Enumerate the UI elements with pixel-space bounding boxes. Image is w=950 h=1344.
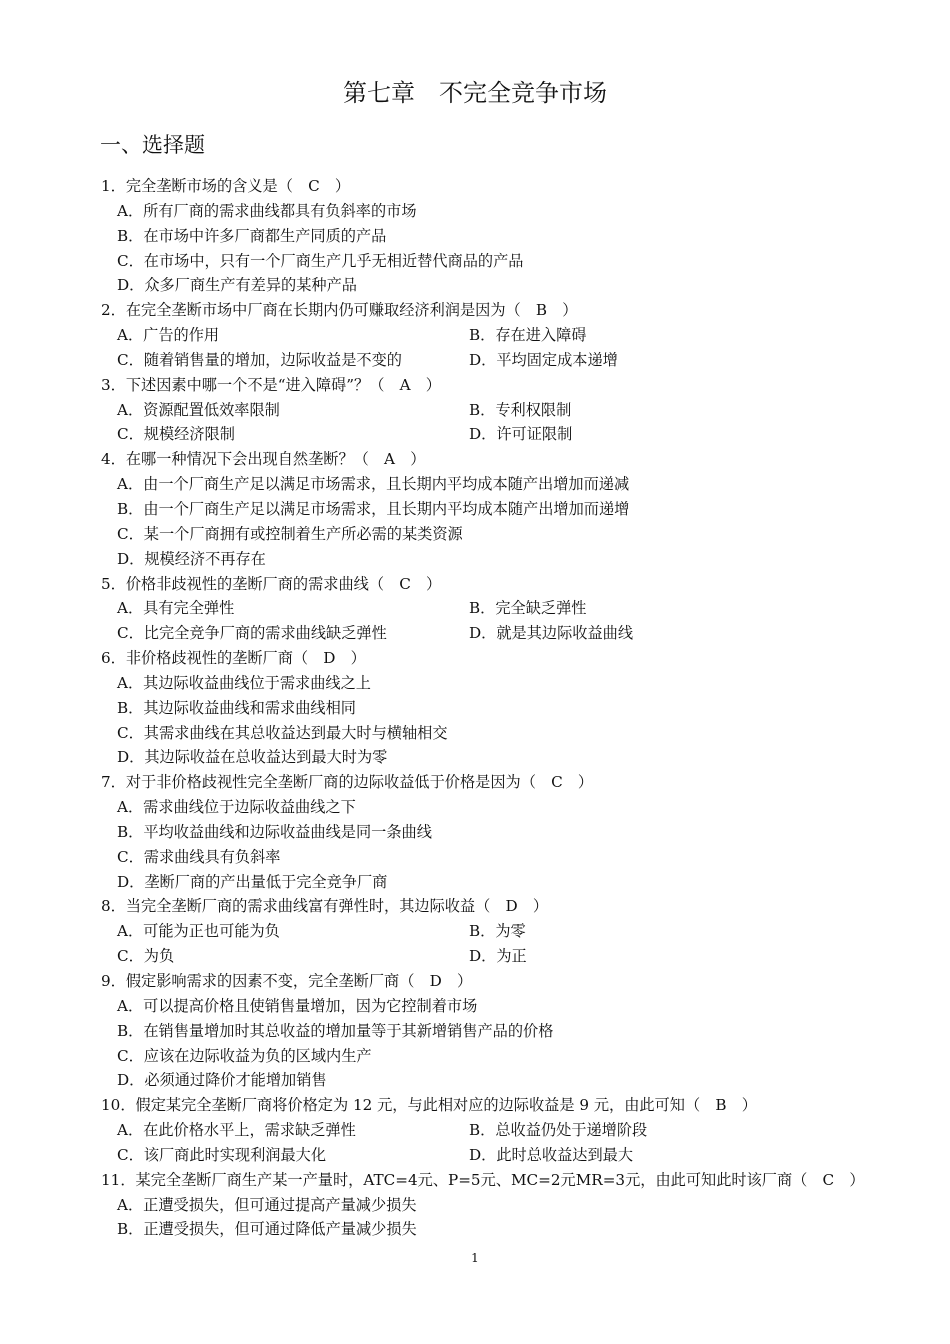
- option-b: B．在市场中许多厂商都生产同质的产品: [117, 226, 387, 245]
- option-d: D．平均固定成本递增: [469, 350, 618, 369]
- page-number: 1: [471, 1251, 479, 1265]
- question-9: [101, 969, 861, 1093]
- option-b: B．专利权限制: [469, 400, 572, 419]
- question-stem: 10．假定某完全垄断厂商将价格定为 12 元，与此相对应的边际收益是 9 元，由此可知（ B ）: [101, 1096, 757, 1115]
- option-a: A．所有厂商的需求曲线都具有负斜率的市场: [117, 201, 417, 220]
- option-row: [101, 348, 861, 373]
- option-c: C．在市场中，只有一个厂商生产几乎无相近替代商品的产品: [117, 251, 524, 270]
- option-b: B．存在进入障碍: [469, 326, 587, 345]
- option-row: [101, 919, 861, 944]
- question-1: [101, 174, 861, 298]
- option-row: [101, 944, 861, 969]
- question-stem: 11．某完全垄断厂商生产某一产量时，ATC=4元、P=5元、MC=2元MR=3元，由此可知此时该厂商（ C ）: [101, 1170, 865, 1189]
- section-heading: 一、选择题: [100, 133, 205, 157]
- option-c: C．应该在边际收益为负的区域内生产: [117, 1046, 372, 1065]
- question-list: [101, 174, 865, 1242]
- option-row: [101, 323, 861, 348]
- option-d: D．规模经济不再存在: [117, 549, 266, 568]
- option-row: [101, 621, 861, 646]
- option-a: A．具有完全弹性: [117, 599, 235, 618]
- option-b: B．完全缺乏弹性: [469, 599, 587, 618]
- question-stem: 3．下述因素中哪一个不是“进入障碍”？（ A ）: [101, 375, 441, 394]
- option-b: B．为零: [469, 922, 526, 941]
- option-a: A．正遭受损失，但可通过提高产量减少损失: [117, 1195, 417, 1214]
- option-a: A．其边际收益曲线位于需求曲线之上: [117, 673, 371, 692]
- question-stem: 4．在哪一种情况下会出现自然垄断？（ A ）: [101, 450, 426, 469]
- option-a: A．在此价格水平上，需求缺乏弹性: [117, 1121, 356, 1140]
- option-b: B．其边际收益曲线和需求曲线相同: [117, 698, 356, 717]
- option-d: D．为正: [469, 947, 527, 966]
- option-c: C．随着销售量的增加，边际收益是不变的: [117, 350, 402, 369]
- option-c: C．需求曲线具有负斜率: [117, 847, 281, 866]
- option-c: C．比完全竞争厂商的需求曲线缺乏弹性: [117, 624, 387, 643]
- option-row: [101, 398, 861, 423]
- question-4: [101, 447, 861, 571]
- option-row: [101, 422, 861, 447]
- question-stem: 5．价格非歧视性的垄断厂商的需求曲线（ C ）: [101, 574, 442, 593]
- option-c: C．规模经济限制: [117, 425, 235, 444]
- question-6: [101, 646, 861, 770]
- option-d: D．其边际收益在总收益达到最大时为零: [117, 748, 388, 767]
- question-stem: 2．在完全垄断市场中厂商在长期内仍可赚取经济利润是因为（ B ）: [101, 301, 578, 320]
- question-stem: 6．非价格歧视性的垄断厂商（ D ）: [101, 649, 366, 668]
- option-a: A．广告的作用: [117, 326, 220, 345]
- page-title: 第七章 不完全竞争市场: [343, 79, 607, 107]
- option-b: B．总收益仍处于递增阶段: [469, 1121, 648, 1140]
- question-11: [101, 1168, 865, 1243]
- option-d: D．就是其边际收益曲线: [469, 624, 634, 643]
- option-a: A．可能为正也可能为负: [117, 922, 280, 941]
- option-c: C．该厂商此时实现利润最大化: [117, 1145, 327, 1164]
- option-c: C．某一个厂商拥有或控制着生产所必需的某类资源: [117, 524, 463, 543]
- option-d: D．必须通过降价才能增加销售: [117, 1071, 327, 1090]
- option-b: B．在销售量增加时其总收益的增加量等于其新增销售产品的价格: [117, 1021, 554, 1040]
- option-d: D．许可证限制: [469, 425, 573, 444]
- option-d: D．垄断厂商的产出量低于完全竞争厂商: [117, 872, 388, 891]
- question-8: [101, 894, 861, 969]
- option-d: D．此时总收益达到最大: [469, 1145, 634, 1164]
- question-10: [101, 1093, 861, 1168]
- option-a: A．由一个厂商生产足以满足市场需求，且长期内平均成本随产出增加而递减: [117, 475, 630, 494]
- question-stem: 9．假定影响需求的因素不变，完全垄断厂商（ D ）: [101, 972, 473, 990]
- option-d: D．众多厂商生产有差异的某种产品: [117, 276, 357, 295]
- option-c: C．其需求曲线在其总收益达到最大时与横轴相交: [117, 723, 448, 742]
- question-3: [101, 373, 861, 448]
- option-row: [101, 596, 861, 621]
- option-c: C．为负: [117, 947, 175, 966]
- question-5: [101, 572, 861, 647]
- option-a: A．资源配置低效率限制: [117, 400, 280, 419]
- question-stem: 1．完全垄断市场的含义是（ C ）: [101, 177, 351, 195]
- option-b: B．由一个厂商生产足以满足市场需求，且长期内平均成本随产出增加而递增: [117, 499, 630, 518]
- option-row: [101, 1143, 861, 1168]
- question-7: [101, 770, 861, 894]
- question-stem: 8．当完全垄断厂商的需求曲线富有弹性时，其边际收益（ D ）: [101, 897, 549, 916]
- option-a: A．可以提高价格且使销售量增加，因为它控制着市场: [117, 996, 478, 1015]
- option-a: A．需求曲线位于边际收益曲线之下: [117, 798, 356, 817]
- option-row: [101, 1118, 861, 1143]
- question-2: [101, 298, 861, 373]
- question-stem: 7．对于非价格歧视性完全垄断厂商的边际收益低于价格是因为（ C ）: [101, 773, 594, 792]
- option-b: B．平均收益曲线和边际收益曲线是同一条曲线: [117, 822, 432, 841]
- option-b: B．正遭受损失，但可通过降低产量减少损失: [117, 1220, 417, 1239]
